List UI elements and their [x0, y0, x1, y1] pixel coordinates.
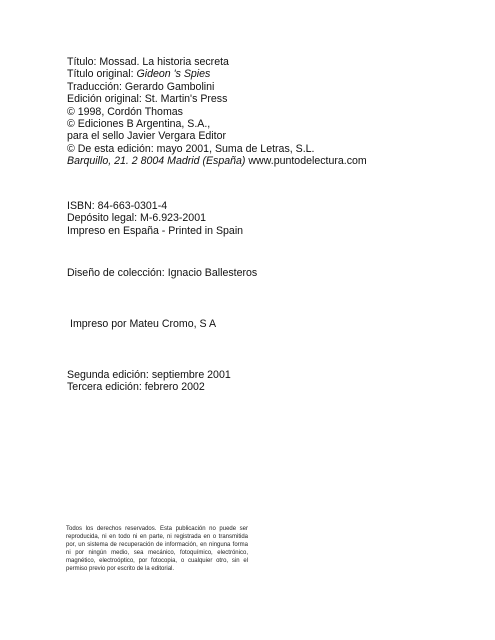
rights-notice: Todos los derechos reservados. Esta publicación no puede ser reproducida, ni en todo ni en parte, ni registrada en o transmitida por, un sistema de recuperación de información, en ninguna forma ni por ningún medio, sea mecánico, fotoquímico, electrónico, magnético, electroóptico, por fotocopia, o cualquier otro, sin el permiso previo por escrito de la editorial.	[66, 526, 248, 572]
original-title-line	[67, 68, 367, 80]
printer-block	[70, 318, 216, 330]
title-line	[67, 56, 367, 68]
credits-block	[67, 56, 367, 168]
publisher-website: www.puntodelectura.com	[245, 155, 367, 168]
imprint-line: para el sello Javier Vergara Editor	[67, 130, 226, 143]
printed-in-line: Impreso en España - Printed in Spain	[67, 224, 244, 237]
title-label: Título:	[67, 56, 100, 68]
copyright-edition-line: © De esta edición: mayo 2001, Suma de Letras, S.L.	[67, 142, 315, 155]
second-edition-line: Segunda edición: septiembre 2001	[67, 369, 231, 381]
original-title-value: Gideon 's Spies	[136, 68, 211, 81]
copyright-publisher-line: © Ediciones B Argentina, S.A.,	[67, 118, 211, 131]
design-block	[67, 267, 257, 279]
third-edition-line: Tercera edición: febrero 2002	[67, 381, 205, 394]
address-line	[67, 155, 367, 167]
collection-design-line: Diseño de colección: Ignacio Ballesteros	[67, 267, 258, 279]
legal-deposit-line: Depósito legal: M-6.923-2001	[67, 212, 206, 225]
translation-line: Traducción: Gerardo Gambolini	[67, 80, 215, 93]
editions-block	[67, 369, 231, 394]
isbn-line: ISBN: 84-663-0301-4	[67, 200, 168, 212]
legal-block	[67, 200, 243, 237]
copyright-author-line: © 1998, Cordón Thomas	[67, 105, 183, 118]
original-edition-line: Edición original: St. Martin's Press	[67, 93, 228, 106]
original-title-label: Título original:	[67, 68, 137, 81]
printer-line: Impreso por Mateu Cromo, S A	[70, 318, 217, 330]
title-value: Mossad. La historia secreta	[99, 56, 229, 68]
publisher-address: Barquillo, 21. 2 8004 Madrid (España)	[67, 155, 246, 168]
